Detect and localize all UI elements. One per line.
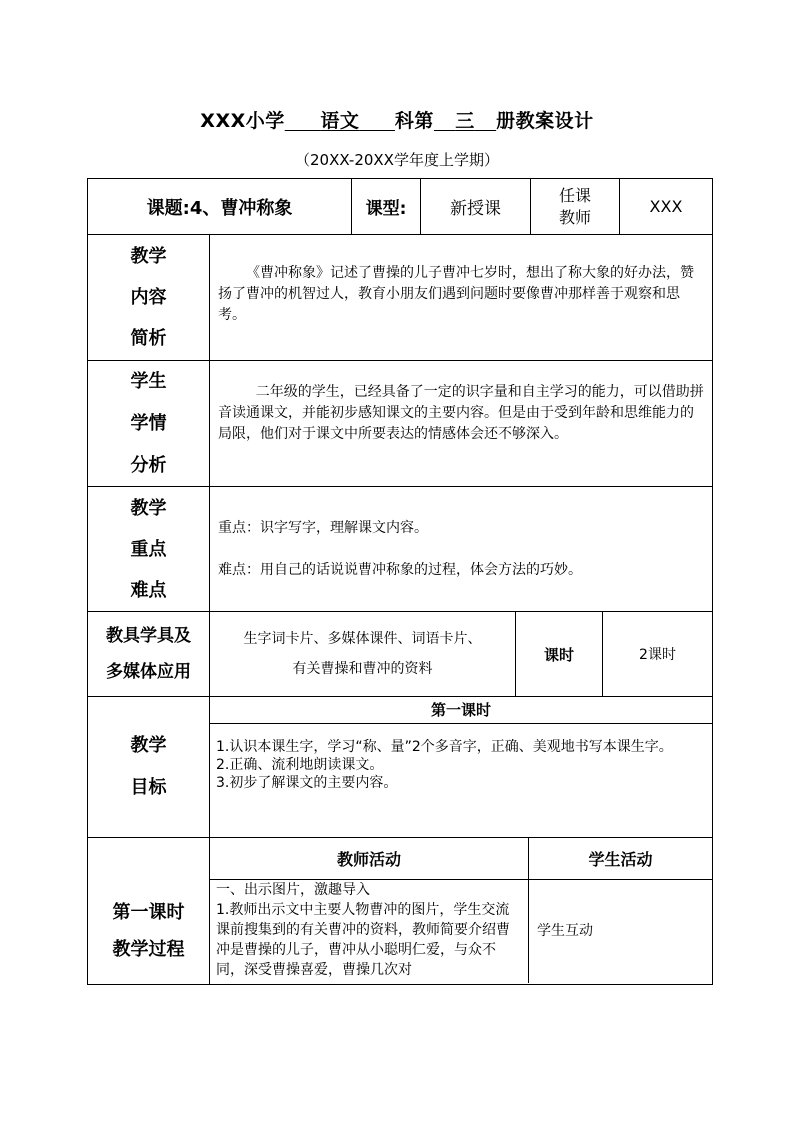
hours-value: 2课时 [639,647,676,663]
student-activity-header: 学生活动 [588,850,653,869]
objective-item: 2.正确、流利地朗读课文。 [216,757,384,773]
summary-row [88,235,712,361]
objectives-content [210,697,712,837]
keypoints-label: 教学 重点 难点 [88,487,210,611]
tools-row [88,612,712,697]
hours-label: 课时 [516,612,603,696]
analysis-text: 二年级的学生，已经具备了一定的识字量和自主学习的能力，可以借助拼音读通课文，并能初步感知课文的主要内容。但是由于受到年龄和思维能力的局限，他们对于课文中所要表达的情感体会还不够深入。 [218,384,704,442]
objectives-row [88,697,712,838]
process-content [210,838,712,984]
tools-label: 教具学具及 多媒体应用 [88,612,210,696]
objectives-session: 第一课时 [210,697,712,724]
analysis-label: 学生 学情 分析 [88,361,210,486]
volume-field: 三 [455,110,475,132]
summary-text: 《曹冲称象》记述了曹操的儿子曹冲七岁时，想出了称大象的好办法，赞扬了曹冲的机智过人，教育小朋友们遇到问题时要像曹冲那样善于观察和思考。 [218,265,694,323]
topic-cell: 课题:4、曹冲称象 [88,179,352,234]
student-activity: 学生互动 [537,923,593,939]
objective-item: 1.认识本课生字，学习“称、量”2个多音字，正确、美观地书写本课生字。 [216,739,673,755]
teacher-label-cell: 任课 教师 [531,179,620,234]
objectives-list [210,724,712,792]
key-point: 重点：识字写字，理解课文内容。 [218,520,428,536]
process-label: 第一课时 教学过程 [88,838,210,984]
keypoints-text [210,487,712,611]
summary-label: 教学 内容 简析 [88,235,210,360]
term-subtitle: （20XX-20XX学年度上学期） [295,151,499,169]
keypoints-row [88,487,712,612]
process-header [210,838,712,880]
process-body [210,880,712,983]
document-title: XXX小学 语文 科第 三 册教案设计 [200,110,594,132]
teacher-activity-header: 教师活动 [210,838,529,879]
info-row [88,179,712,235]
difficulty-point: 难点：用自己的话说说曹冲称象的过程，体会方法的巧妙。 [218,562,582,578]
teacher-activity-line: 1.教师出示文中主要人物曹冲的图片，学生交流课前搜集到的有关曹冲的资料，教师简要介绍曹冲是曹操的儿子，曹冲从小聪明仁爱，与众不同，深受曹操喜爱，曹操几次对 [216,902,510,978]
lesson-plan-table [87,178,713,985]
teacher-activity [210,880,529,983]
objective-item: 3.初步了解课文的主要内容。 [216,775,398,791]
objectives-label: 教学 目标 [88,697,210,837]
type-value-cell: 新授课 [421,179,531,234]
teacher-value-cell: XXX [649,197,683,216]
subject-field: 语文 [320,110,360,132]
type-label-cell: 课型: [352,179,421,234]
process-row [88,838,712,984]
analysis-row [88,361,712,487]
teacher-activity-line: 一、出示图片，激趣导入 [216,882,370,898]
tools-text: 生字词卡片、多媒体课件、词语卡片、 有关曹操和曹冲的资料 [210,612,516,696]
